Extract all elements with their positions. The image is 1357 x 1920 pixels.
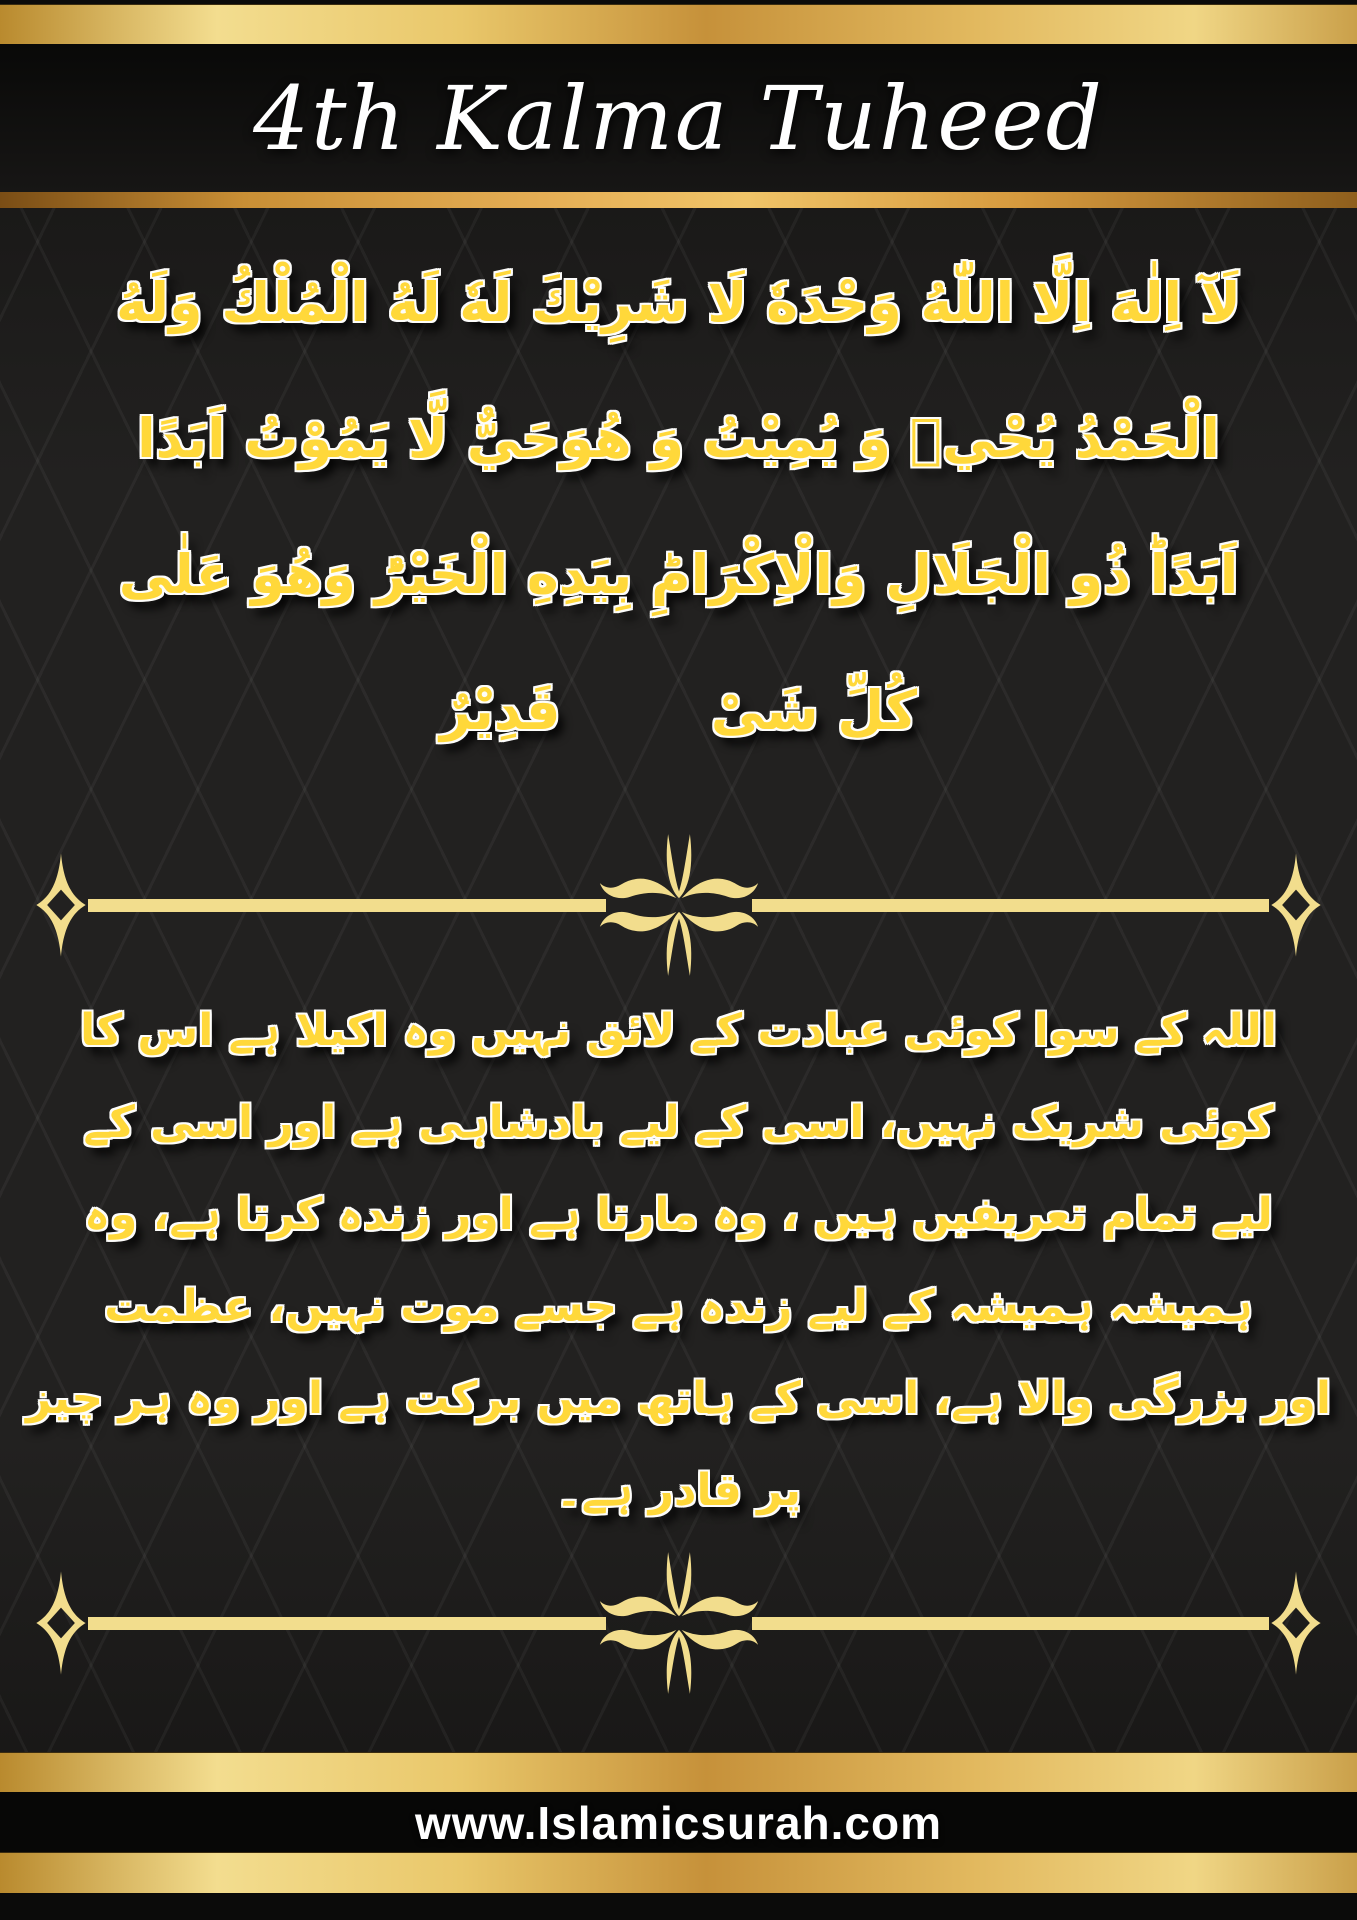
diamond-end-icon xyxy=(34,851,88,959)
diamond-end-icon xyxy=(34,1569,88,1677)
divider-rule xyxy=(752,1617,1270,1630)
footer-gold-bar-lower xyxy=(0,1853,1357,1893)
arabic-text-line: لَآ اِلٰهَ اِلَّا اللّٰهُ وَحْدَهٗ لَا شَرِيْكَ لَهٗ لَهُ الْمُلْكُ وَلَهُ xyxy=(115,271,1241,334)
urdu-text-line: اللہ کے سوا کوئی عبادت کے لائق نہیں وہ اکیلا ہے اس کا xyxy=(80,1005,1277,1056)
diamond-end-icon xyxy=(1269,1569,1323,1677)
divider-rule xyxy=(752,899,1270,912)
ornamental-divider-lower xyxy=(34,1548,1323,1698)
website-footer xyxy=(0,1792,1357,1853)
urdu-text-line: لیے تمام تعریفیں ہیں ، وہ مارتا ہے اور زندہ کرتا ہے، وہ xyxy=(84,1189,1273,1240)
footer-gold-bar-upper xyxy=(0,1753,1357,1792)
divider-rule xyxy=(88,899,606,912)
top-gold-bar xyxy=(0,5,1357,44)
diamond-end-icon xyxy=(1269,851,1323,959)
center-flourish-icon xyxy=(594,1548,764,1698)
website-url: www.Islamicsurah.com xyxy=(414,1796,943,1849)
urdu-translation-text xyxy=(24,985,1333,1537)
arabic-kalma-text xyxy=(30,235,1327,779)
center-flourish-icon xyxy=(594,830,764,980)
title-banner xyxy=(0,44,1357,192)
gold-divider-line xyxy=(0,192,1357,208)
arabic-text-line: اَبَدًاؕ ذُو الْجَلَالِ وَالْاِكْرَامِؕ بِيَدِهِ الْخَيْرُؕ وَهُوَ عَلٰى xyxy=(118,543,1239,606)
arabic-text-line: كُلِّ شَیْ قَدِيْرٌ xyxy=(440,679,917,742)
page-title: 4th Kalma Tuheed xyxy=(253,66,1104,170)
urdu-text-line: کوئی شریک نہیں، اسی کے لیے بادشاہی ہے اور اسی کے xyxy=(83,1097,1274,1148)
ornamental-divider-upper xyxy=(34,830,1323,980)
urdu-text-line: پر قادر ہے۔ xyxy=(555,1465,802,1516)
urdu-text-line: ہمیشہ ہمیشہ کے لیے زندہ ہے جسے موت نہیں، عظمت xyxy=(104,1281,1253,1332)
bottom-black-edge xyxy=(0,1893,1357,1920)
arabic-text-line: الْحَمْدُ يُحْيٖ وَ يُمِيْتُ وَ هُوَحَيٌّ لَّا يَمُوْتُ اَبَدًا xyxy=(137,407,1220,470)
urdu-text-line: اور بزرگی والا ہے، اسی کے ہاتھ میں برکت ہے اور وہ ہر چیز xyxy=(26,1373,1331,1424)
divider-rule xyxy=(88,1617,606,1630)
